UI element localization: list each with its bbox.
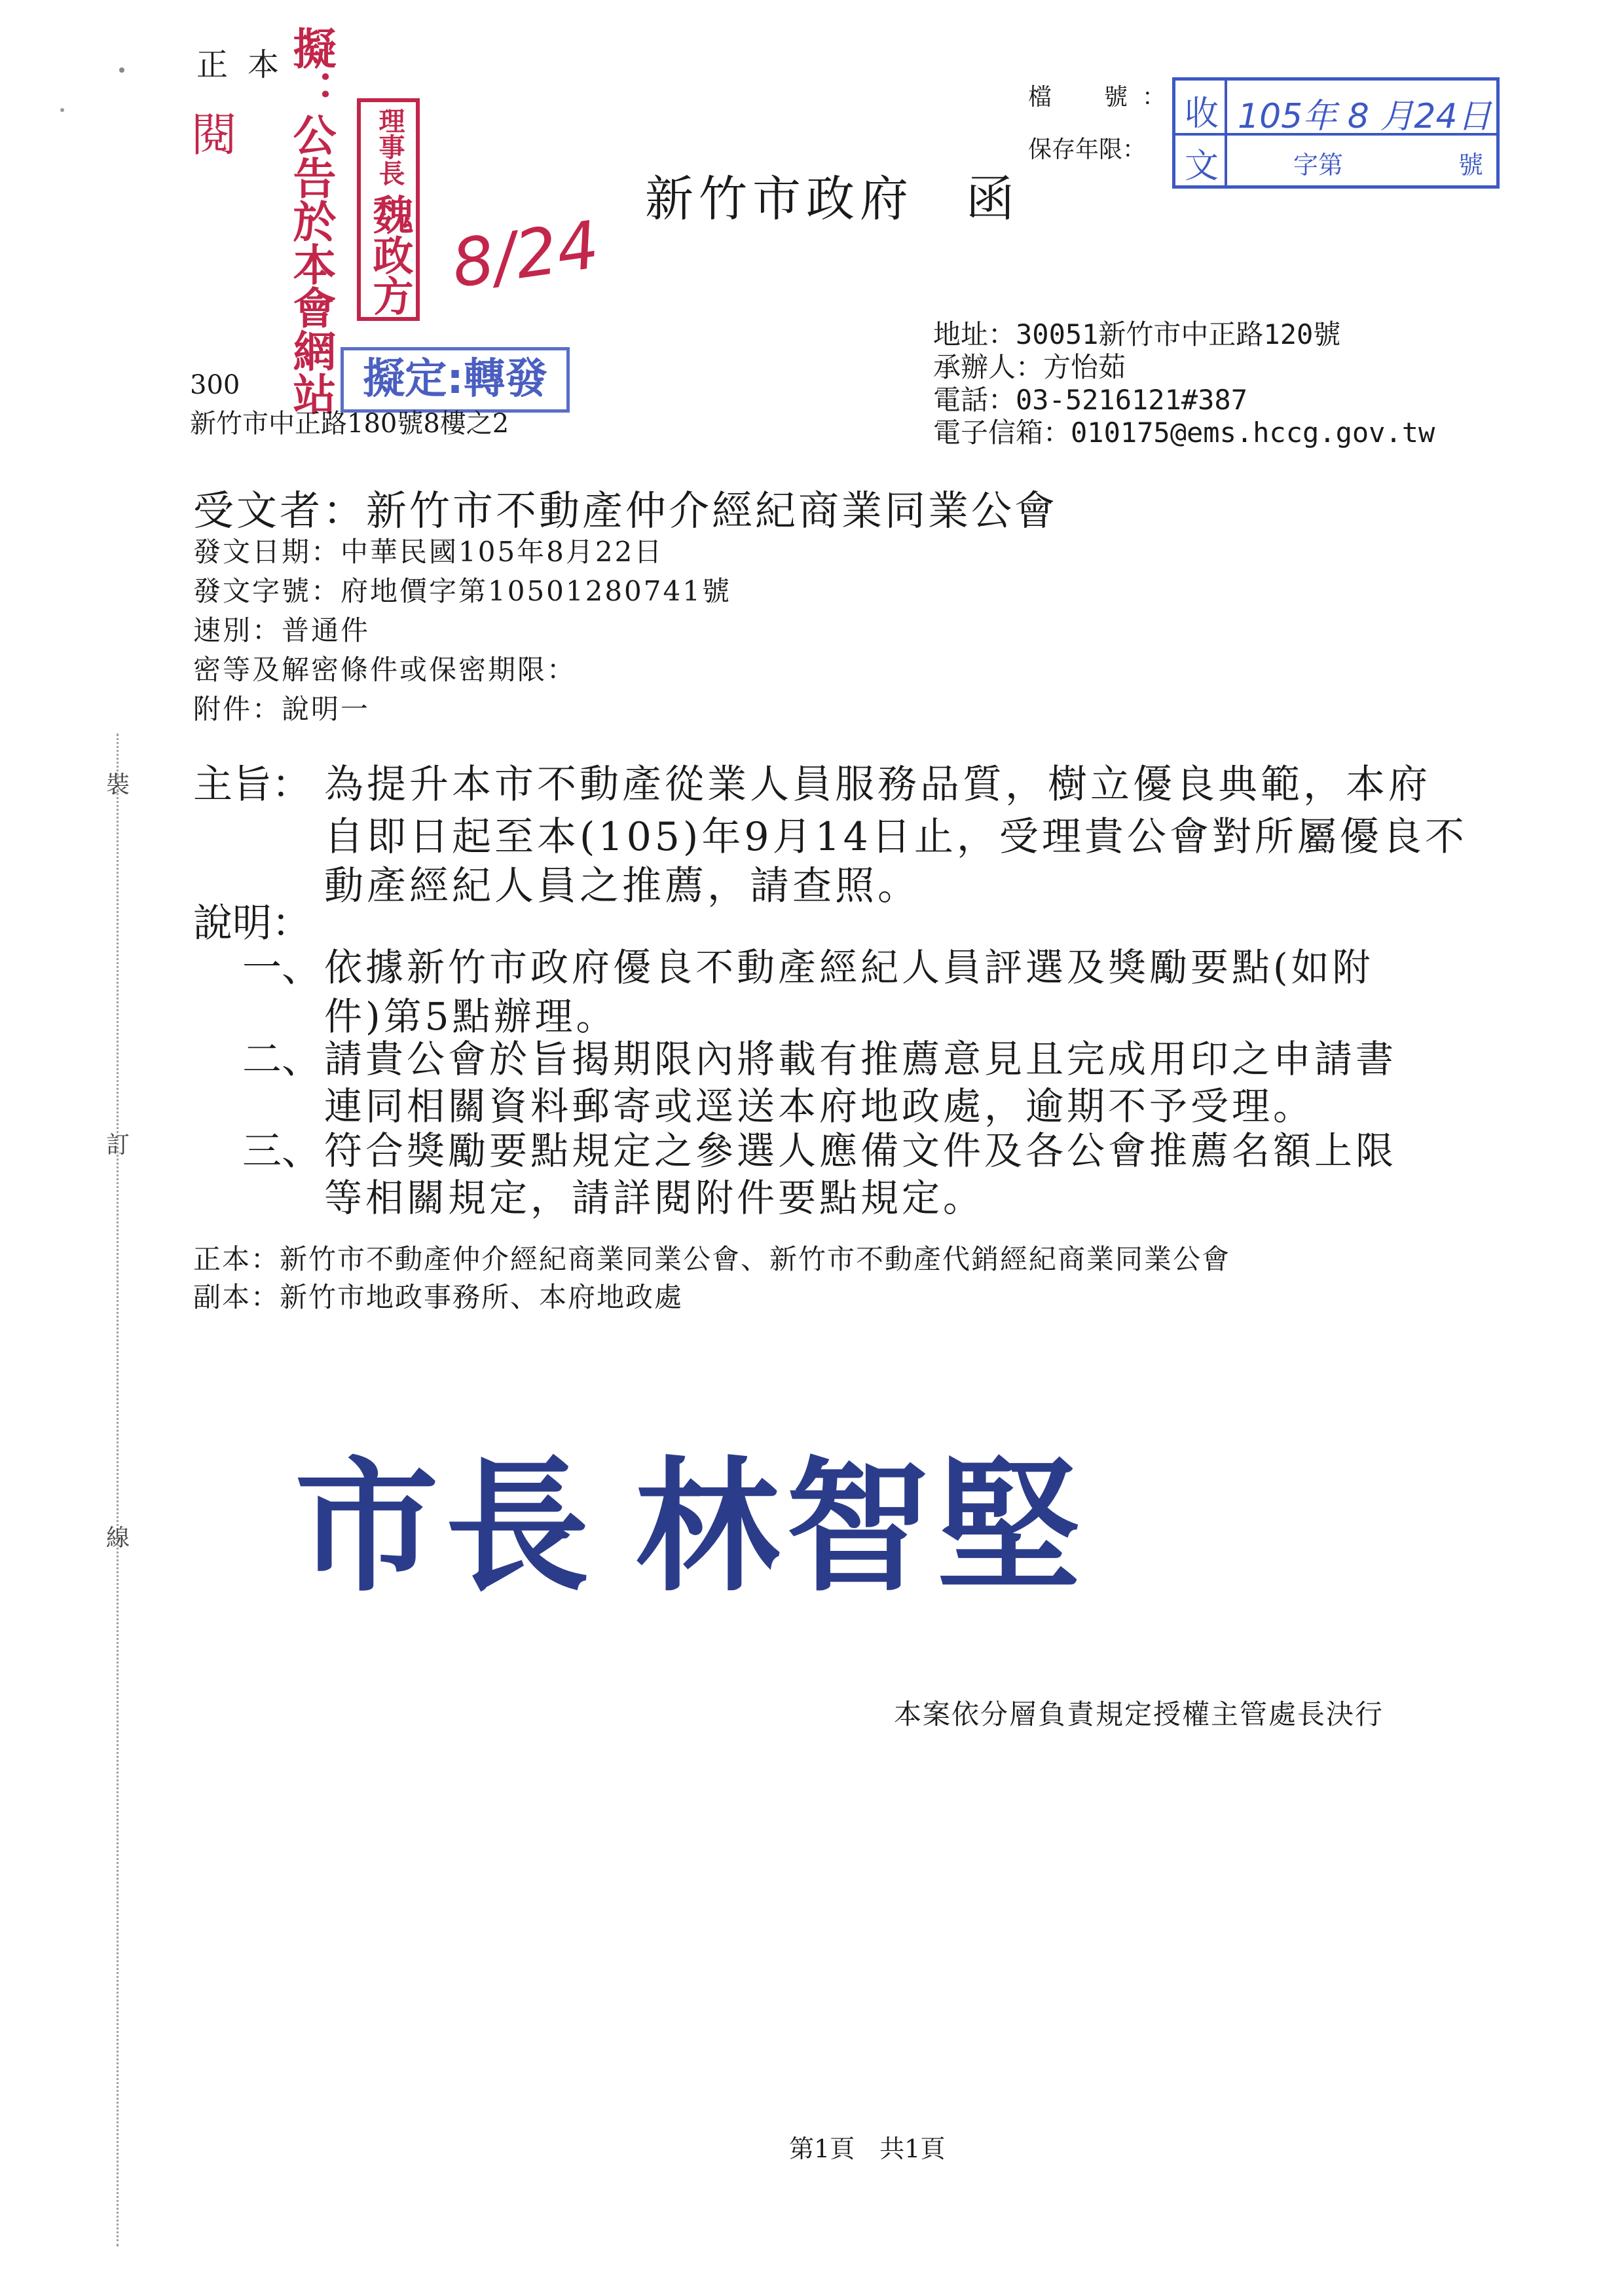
receipt-stamp-label: 文 <box>1185 147 1219 186</box>
subject-line: 為提升本市不動產從業人員服務品質，樹立優良典範，本府 <box>324 762 1431 808</box>
binding-line <box>117 734 119 2246</box>
mayor-signature-name: 林智堅 <box>635 1443 1088 1611</box>
handwritten-note: 擬：公告於本會網站 <box>286 26 336 415</box>
explanation-label: 說明： <box>193 901 311 946</box>
explanation-item-line: 連同相關資料郵寄或逕送本府地政處，逾期不予受理。 <box>324 1084 1315 1128</box>
explanation-item-line: 請貴公會於旨揭期限內將載有推薦意見且完成用印之申請書 <box>324 1037 1397 1081</box>
explanation-item-line: 依據新竹市政府優良不動產經紀人員評選及獎勵要點(如附 <box>324 945 1374 990</box>
authorization-note: 本案依分層負責規定授權主管處長決行 <box>894 1698 1384 1730</box>
issue-doc-number: 發文字號：府地價字第10501280741號 <box>193 575 731 607</box>
issue-date: 發文日期：中華民國105年8月22日 <box>193 536 664 568</box>
recipient-zip: 300 <box>190 370 240 400</box>
subject-line: 自即日起至本(105)年9月14日止，受理貴公會對所屬優良不 <box>324 814 1467 860</box>
receiver-line: 受文者：新竹市不動產仲介經紀商業同業公會 <box>193 487 1058 534</box>
sender-address: 地址：30051新竹市中正路120號 <box>933 318 1341 350</box>
binding-mark: 裝 <box>106 772 130 798</box>
receipt-stamp-doc-label: 字第 <box>1293 151 1344 179</box>
copy-type-label: 正本 <box>196 47 299 83</box>
explanation-item-number: 三、 <box>242 1128 321 1174</box>
draft-stamp: 擬定:轉發 <box>341 347 570 413</box>
secrecy-level: 密等及解密條件或保密期限： <box>193 654 577 686</box>
binding-mark: 線 <box>106 1525 130 1552</box>
distribution-original: 正本：新竹市不動產仲介經紀商業同業公會、新竹市不動產代銷經紀商業同業公會 <box>193 1243 1231 1275</box>
binding-mark: 訂 <box>106 1132 130 1159</box>
archive-number-label: 檔 號： <box>1028 84 1181 111</box>
explanation-item-line: 等相關規定，請詳閱附件要點規定。 <box>324 1176 985 1220</box>
explanation-item-line: 件)第5點辦理。 <box>324 994 618 1039</box>
sender-email: 電子信箱：010175@ems.hccg.gov.tw <box>933 417 1435 449</box>
read-mark: 閱 <box>191 108 237 162</box>
explanation-item-number: 一、 <box>242 945 321 991</box>
receipt-stamp-label: 收 <box>1185 94 1219 134</box>
receipt-stamp <box>1172 77 1500 189</box>
distribution-copy: 副本：新竹市地政事務所、本府地政處 <box>193 1281 684 1313</box>
subject-label: 主旨： <box>193 762 311 808</box>
chairman-stamp <box>357 98 420 321</box>
attachment-line: 附件：說明一 <box>193 693 371 725</box>
handwritten-date: 8/24 <box>447 206 604 303</box>
sender-handler: 承辦人：方怡茹 <box>933 351 1126 383</box>
mayor-signature <box>295 1411 1087 1618</box>
chairman-stamp-name: 魏政方 <box>366 194 414 316</box>
receipt-stamp-hao: 號 <box>1458 151 1483 179</box>
page-number: 第1頁 共1頁 <box>789 2134 946 2163</box>
letter-title-org: 新竹市政府 <box>645 171 913 227</box>
explanation-item-number: 二、 <box>242 1037 321 1083</box>
sender-phone: 電話：03-5216121#387 <box>933 384 1248 416</box>
scan-dot <box>119 67 124 73</box>
subject-line: 動產經紀人員之推薦，請查照。 <box>324 863 920 909</box>
letter-title <box>645 160 1020 230</box>
receipt-stamp-date: 105年 8 月24日 <box>1238 97 1492 136</box>
recipient-address: 新竹市中正路180號8樓之2 <box>190 409 509 439</box>
chairman-stamp-title: 理事長 <box>375 107 405 186</box>
delivery-speed: 速別：普通件 <box>193 614 371 646</box>
explanation-item-line: 符合獎勵要點規定之參選人應備文件及各公會推薦名額上限 <box>324 1128 1397 1173</box>
letter-title-type: 函 <box>966 171 1020 227</box>
mayor-signature-title: 市長 <box>295 1443 597 1611</box>
receipt-stamp-divider <box>1225 81 1227 185</box>
retention-label: 保存年限： <box>1028 136 1147 163</box>
scan-dot <box>60 108 64 112</box>
